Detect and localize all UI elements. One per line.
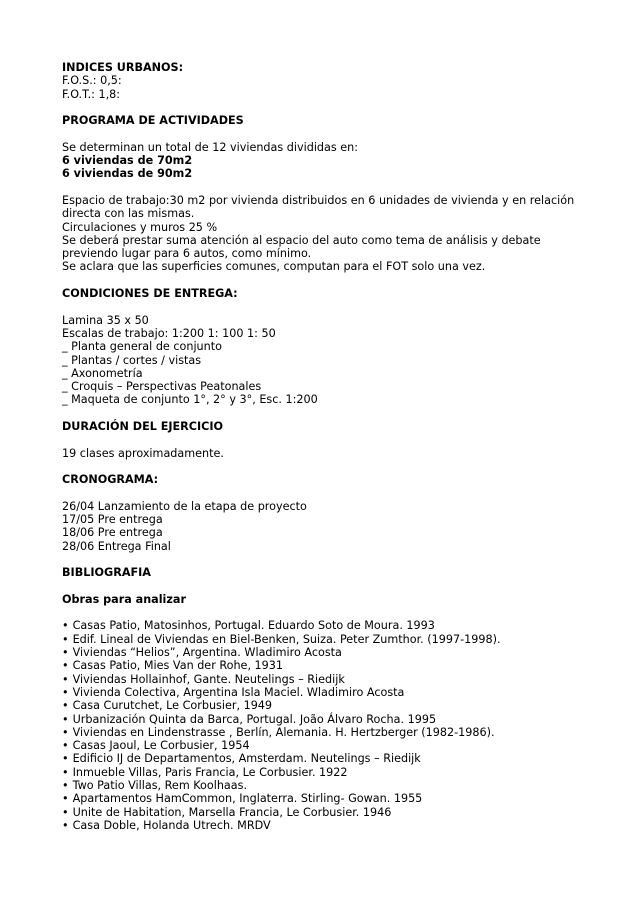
duracion-heading: DURACIÓN DEL EJERCICIO xyxy=(62,420,224,434)
obra-item: • Viviendas Hollainhof, Gante. Neutelings – Riedijk xyxy=(62,673,582,686)
condiciones-heading: CONDICIONES DE ENTREGA: xyxy=(62,287,238,301)
obra-item: • Viviendas “Helios”, Argentina. Wladimiro Acosta xyxy=(62,646,582,659)
condiciones-item: _ Croquis – Perspectivas Peatonales xyxy=(62,380,262,394)
fot-value: F.O.T.: 1,8: xyxy=(62,87,121,101)
obra-item: • Casas Patio, Mies Van der Rohe, 1931 xyxy=(62,659,582,672)
programa-heading: PROGRAMA DE ACTIVIDADES xyxy=(62,114,244,128)
condiciones-item: _ Planta general de conjunto xyxy=(62,340,222,354)
condiciones-item: _ Axonometría xyxy=(62,366,143,380)
obra-item: • Casa Curutchet, Le Corbusier, 1949 xyxy=(62,699,582,712)
obra-item: • Casa Doble, Holanda Utrech. MRDV xyxy=(62,819,582,832)
obra-item: • Viviendas en Lindenstrasse , Berlín, Alemania. H. Hertzberger (1982-1986). xyxy=(62,726,582,739)
bibliografia-heading: BIBLIOGRAFIA xyxy=(62,566,151,580)
obra-item: • Casas Jaoul, Le Corbusier, 1954 xyxy=(62,739,582,752)
programa-line: Espacio de trabajo:30 m2 por vivienda distribuidos en 6 unidades de vivienda y en relación xyxy=(62,193,575,207)
document-page xyxy=(62,61,582,832)
obras-subheading: Obras para analizar xyxy=(62,592,186,606)
obra-item: • Vivienda Colectiva, Argentina Isla Maciel. Wladimiro Acosta xyxy=(62,686,582,699)
obra-item: • Edificio IJ de Departamentos, Amsterdam. Neutelings – Riedijk xyxy=(62,752,582,765)
condiciones-item: Lamina 35 x 50 xyxy=(62,313,149,327)
cronograma-item: 18/06 Pre entrega xyxy=(62,526,163,540)
indices-heading: INDICES URBANOS: xyxy=(62,61,184,74)
fos-value: F.O.S.: 0,5: xyxy=(62,74,122,88)
programa-line: Circulaciones y muros 25 % xyxy=(62,220,218,234)
obra-item: • Apartamentos HamCommon, Inglaterra. Stirling- Gowan. 1955 xyxy=(62,792,582,805)
cronograma-heading: CRONOGRAMA: xyxy=(62,473,159,487)
obra-item: • Unite de Habitation, Marsella Francia, Le Corbusier. 1946 xyxy=(62,806,582,819)
cronograma-item: 26/04 Lanzamiento de la etapa de proyecto xyxy=(62,499,307,513)
obra-item: • Casas Patio, Matosinhos, Portugal. Eduardo Soto de Moura. 1993 xyxy=(62,619,582,632)
obra-item: • Inmueble Villas, Paris Francia, Le Corbusier. 1922 xyxy=(62,766,582,779)
programa-line: directa con las mismas. xyxy=(62,207,195,221)
duracion-text: 19 clases aproximadamente. xyxy=(62,446,224,460)
cronograma-item: 28/06 Entrega Final xyxy=(62,539,171,553)
obra-item: • Two Patio Villas, Rem Koolhaas. xyxy=(62,779,582,792)
obra-item: • Edif. Lineal de Viviendas en Biel-Benken, Suiza. Peter Zumthor. (1997-1998). xyxy=(62,633,582,646)
programa-line: Se aclara que las superficies comunes, computan para el FOT solo una vez. xyxy=(62,260,486,274)
cronograma-item: 17/05 Pre entrega xyxy=(62,513,163,527)
condiciones-item: _ Maqueta de conjunto 1°, 2° y 3°, Esc. 1:200 xyxy=(62,393,318,407)
viviendas-90: 6 viviendas de 90m2 xyxy=(62,167,193,181)
programa-line: Se deberá prestar suma atención al espacio del auto como tema de análisis y debate xyxy=(62,233,541,247)
viviendas-70: 6 viviendas de 70m2 xyxy=(62,154,193,168)
programa-intro: Se determinan un total de 12 viviendas divididas en: xyxy=(62,140,359,154)
condiciones-item: Escalas de trabajo: 1:200 1: 100 1: 50 xyxy=(62,326,276,340)
programa-line: previendo lugar para 6 autos, como mínimo. xyxy=(62,247,312,261)
obra-item: • Urbanización Quinta da Barca, Portugal. João Álvaro Rocha. 1995 xyxy=(62,713,582,726)
condiciones-item: _ Plantas / cortes / vistas xyxy=(62,353,202,367)
